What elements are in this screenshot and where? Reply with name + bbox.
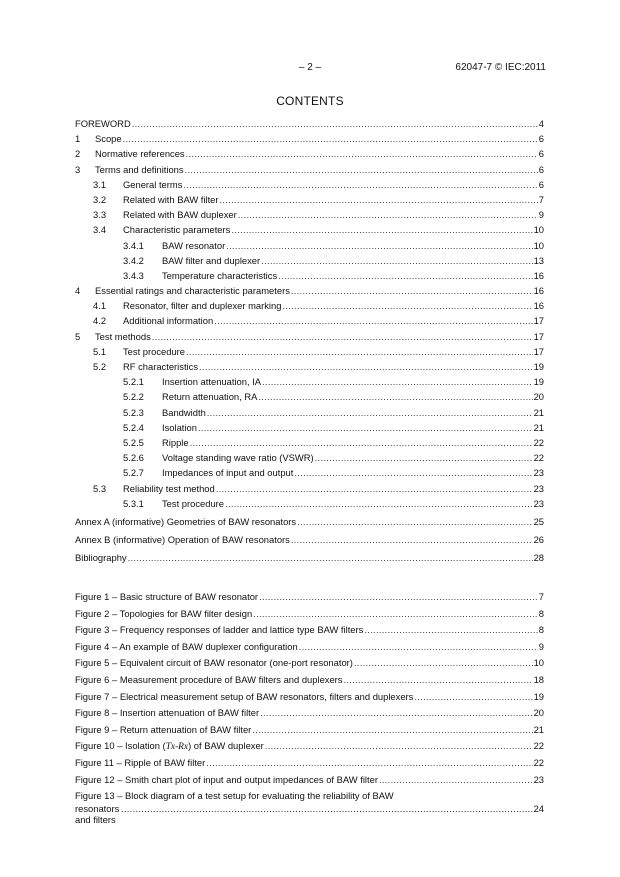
leader-dots [121, 803, 533, 814]
leader-dots [259, 591, 538, 602]
leader-dots [238, 209, 538, 220]
toc-entry-page: 10 [533, 239, 544, 251]
toc-entry[interactable] [75, 467, 544, 482]
toc-entry-number: 5.2.2 [123, 391, 144, 403]
toc-entry-number: 5.1 [93, 345, 107, 357]
leader-dots [214, 315, 532, 326]
toc-entry-number: 5.2.6 [123, 452, 144, 464]
toc-entry[interactable] [75, 437, 544, 452]
figure-entry[interactable] [75, 691, 544, 708]
toc-entry-page: 6 [538, 163, 544, 175]
figure-title: Figure 6 – Measurement procedure of BAW filters and duplexers [75, 673, 343, 685]
toc-entry-title: Terms and definitions [95, 163, 184, 175]
figure-entry[interactable] [75, 674, 544, 691]
leader-dots [299, 641, 538, 652]
toc-entry[interactable] [75, 346, 544, 361]
leader-dots [185, 164, 538, 175]
figure-title: Figure 12 – Smith chart plot of input and output impedances of BAW filter [75, 773, 378, 785]
figure-page: 10 [533, 657, 544, 669]
toc-entry-title: FOREWORD [75, 118, 131, 129]
toc-entry-number: 3.2 [93, 193, 107, 205]
toc-entry-page: 10 [533, 224, 544, 236]
toc-entry-title: Test procedure [162, 497, 225, 509]
toc-entry-page: 28 [533, 552, 544, 564]
toc-entry[interactable] [75, 224, 544, 239]
figure-title: Figure 5 – Equivalent circuit of BAW resonator (one-port resonator) [75, 657, 353, 669]
figure-title-line2-row [75, 803, 544, 825]
standard-reference: 62047-7 © IEC:2011 [455, 62, 546, 73]
figure-page: 21 [533, 723, 544, 735]
figure-title-part: Figure 10 – Isolation ( [75, 740, 166, 752]
toc-entry-page: 17 [533, 330, 544, 342]
toc-entry-page: 20 [533, 391, 544, 403]
toc-entry-page: 25 [533, 515, 544, 527]
toc-entry-page: 17 [533, 315, 544, 327]
toc-entry-page: 16 [533, 285, 544, 297]
toc-entry[interactable] [75, 300, 544, 315]
toc-entry-number: 3.4.1 [123, 239, 144, 251]
toc-entry-number: 2 [75, 148, 81, 160]
toc-entry-number: 5.3.1 [123, 497, 144, 509]
figure-page: 8 [538, 624, 544, 636]
contents-title: CONTENTS [276, 94, 344, 108]
toc-entry[interactable] [75, 164, 544, 179]
toc-entry-page: 9 [538, 209, 544, 221]
toc-entry-title: Scope [95, 133, 122, 145]
toc-entry-number: 3.3 [93, 209, 107, 221]
figure-page: 22 [533, 756, 544, 768]
leader-dots [216, 483, 533, 494]
toc-entry-title: Insertion attenuation, IA [162, 376, 262, 388]
toc-entry-page: 22 [533, 452, 544, 464]
toc-entry-title: Isolation [162, 421, 197, 433]
leader-dots [344, 674, 533, 685]
toc-entry-page: 26 [533, 534, 544, 546]
toc-entry[interactable] [75, 407, 544, 422]
toc-entry[interactable] [75, 498, 544, 513]
figure-entry[interactable] [75, 774, 544, 791]
toc-entry-page: 16 [533, 269, 544, 281]
leader-dots [379, 774, 533, 785]
toc-entry[interactable] [75, 516, 544, 531]
toc-entry-page: 6 [538, 178, 544, 190]
figure-title-line2: resonators and filters [75, 803, 120, 826]
list-of-figures [75, 591, 544, 826]
leader-dots [414, 691, 532, 702]
page-number: – 2 – [298, 62, 322, 73]
leader-dots [220, 194, 538, 205]
figure-page: 7 [538, 591, 544, 602]
toc-entry[interactable] [75, 209, 544, 224]
toc-entry-page: 6 [538, 148, 544, 160]
toc-entry-page: 6 [538, 133, 544, 145]
toc-entry-page: 7 [538, 193, 544, 205]
toc-entry-title: Voltage standing wave ratio (VSWR) [162, 452, 314, 464]
leader-dots [207, 407, 533, 418]
leader-dots [183, 179, 537, 190]
figure-page: 23 [533, 773, 544, 785]
toc-entry[interactable] [75, 331, 544, 346]
toc-entry-number: 5.2 [93, 361, 107, 372]
toc-entry-title: Test methods [95, 330, 151, 342]
toc-entry-page: 17 [533, 345, 544, 357]
toc-entry-number: 1 [75, 133, 81, 145]
toc-entry-page: 19 [533, 376, 544, 388]
toc-entry-number: 5.2.4 [123, 421, 144, 433]
toc-entry-page: 16 [533, 300, 544, 312]
toc-entry-title: Additional information [123, 315, 214, 327]
leader-dots [123, 133, 538, 144]
toc-entry[interactable] [75, 179, 544, 194]
toc-entry-number: 5.2.3 [123, 406, 144, 418]
figure-title: Figure 1 – Basic structure of BAW resonator [75, 591, 259, 602]
toc-entry-page: 13 [533, 254, 544, 266]
figure-page: 20 [533, 707, 544, 719]
toc-entry-title: BAW resonator [162, 239, 226, 251]
leader-dots [291, 534, 533, 545]
toc-entry-title: Annex A (informative) Geometries of BAW resonators [75, 515, 297, 527]
toc-entry-number: 3.4.3 [123, 269, 144, 281]
figure-page: 9 [538, 640, 544, 652]
toc-entry[interactable] [75, 376, 544, 391]
figure-page: 22 [533, 740, 544, 752]
toc-entry-title: Impedances of input and output [162, 467, 294, 479]
leader-dots [291, 285, 533, 296]
figure-entry[interactable] [75, 790, 544, 826]
figure-entry[interactable] [75, 624, 544, 641]
toc-entry-page: 4 [538, 118, 544, 129]
leader-dots [186, 346, 533, 357]
toc-entry[interactable] [75, 483, 544, 498]
figure-page: 19 [533, 690, 544, 702]
toc-entry-title: Resonator, filter and duplexer marking [123, 300, 282, 312]
toc-entry[interactable] [75, 148, 544, 163]
toc-entry[interactable] [75, 194, 544, 209]
toc-entry[interactable] [75, 240, 544, 255]
toc-entry-page: 22 [533, 436, 544, 448]
toc-entry[interactable] [75, 270, 544, 285]
toc-entry-number: 3.1 [93, 178, 107, 190]
leader-dots [132, 118, 538, 129]
figure-title: Figure 4 – An example of BAW duplexer configuration [75, 640, 298, 652]
figure-title-part: ) of BAW duplexer [188, 740, 264, 752]
toc-entry-number: 5 [75, 330, 81, 342]
figure-entry[interactable] [75, 641, 544, 658]
leader-dots [198, 422, 533, 433]
figure-page: 24 [533, 803, 544, 815]
toc-entry[interactable] [75, 118, 544, 133]
toc-entry-title: Characteristic parameters [123, 224, 231, 236]
toc-entry-number: 3.4 [93, 224, 107, 236]
leader-dots [258, 391, 532, 402]
leader-dots [190, 437, 533, 448]
figure-entry[interactable] [75, 657, 544, 674]
figure-title-italic: Tx-Rx [165, 742, 189, 753]
leader-dots [152, 331, 533, 342]
figure-title [75, 740, 264, 752]
figure-title: Figure 3 – Frequency responses of ladder and lattice type BAW filters [75, 624, 364, 636]
leader-dots [231, 224, 532, 235]
figure-entry[interactable] [75, 608, 544, 625]
leader-dots [206, 757, 532, 768]
figure-entry[interactable] [75, 591, 544, 608]
toc-entry-number: 4 [75, 285, 81, 297]
leader-dots [261, 255, 532, 266]
leader-dots [364, 624, 537, 635]
leader-dots [199, 361, 533, 372]
toc-entry[interactable] [75, 534, 544, 549]
toc-entry-title: Bandwidth [162, 406, 206, 418]
toc-entry[interactable] [75, 552, 544, 567]
leader-dots [128, 552, 533, 563]
toc-entry-title: BAW filter and duplexer [162, 254, 261, 266]
figure-entry[interactable] [75, 707, 544, 724]
toc-entry-number: 3.4.2 [123, 254, 144, 266]
leader-dots [225, 498, 533, 509]
toc-entry-title: Test procedure [123, 345, 186, 357]
toc-entry-title: Normative references [95, 148, 185, 160]
leader-dots [315, 452, 533, 463]
toc-entry-title: Reliability test method [123, 482, 215, 494]
leader-dots [260, 707, 532, 718]
toc-entry-title: Return attenuation, RA [162, 391, 258, 403]
figure-page: 18 [533, 673, 544, 685]
toc-entry-page: 21 [533, 406, 544, 418]
leader-dots [294, 467, 532, 478]
toc-entry-number: 5.2.5 [123, 436, 144, 448]
toc-entry[interactable] [75, 285, 544, 300]
toc-entry[interactable] [75, 422, 544, 437]
toc-entry-page: 23 [533, 482, 544, 494]
toc-entry-number: 4.2 [93, 315, 107, 327]
toc-entry[interactable] [75, 133, 544, 148]
toc-entry-title: Essential ratings and characteristic parameters [95, 285, 290, 297]
toc-entry-title: Annex B (informative) Operation of BAW resonators [75, 534, 290, 546]
figure-page: 8 [538, 607, 544, 619]
toc-entry-page: 23 [533, 497, 544, 509]
leader-dots [265, 740, 533, 751]
leader-dots [226, 240, 532, 251]
toc-entry-number: 3 [75, 163, 81, 175]
figure-title: Figure 11 – Ripple of BAW filter [75, 756, 206, 768]
leader-dots [253, 608, 538, 619]
figure-title-line1: Figure 13 – Block diagram of a test setup for evaluating the reliability of BAW [75, 790, 394, 802]
leader-dots [297, 516, 532, 527]
table-of-contents [75, 118, 544, 567]
toc-entry[interactable] [75, 452, 544, 467]
leader-dots [282, 300, 532, 311]
toc-entry[interactable] [75, 391, 544, 406]
toc-entry-title: Bibliography [75, 552, 127, 564]
toc-entry-title: Related with BAW duplexer [123, 209, 237, 221]
toc-entry-title: Ripple [162, 436, 189, 448]
toc-entry-title: Related with BAW filter [123, 193, 219, 205]
figure-entry[interactable] [75, 724, 544, 741]
toc-entry-page: 23 [533, 467, 544, 479]
figure-entry[interactable] [75, 740, 544, 757]
figure-title: Figure 9 – Return attenuation of BAW filter [75, 723, 252, 735]
leader-dots [252, 724, 532, 735]
figure-title: Figure 7 – Electrical measurement setup of BAW resonators, filters and duplexers [75, 690, 414, 702]
leader-dots [186, 148, 538, 159]
leader-dots [278, 270, 532, 281]
leader-dots [354, 657, 533, 668]
figure-title: Figure 2 – Topologies for BAW filter design [75, 607, 253, 619]
figure-entry[interactable] [75, 757, 544, 774]
figure-title: Figure 8 – Insertion attenuation of BAW filter [75, 707, 260, 719]
toc-entry-title: Temperature characteristics [162, 269, 278, 281]
toc-entry-title: General terms [123, 178, 183, 190]
toc-entry-number: 5.3 [93, 482, 107, 494]
toc-entry-page: 19 [533, 361, 544, 372]
toc-entry-page: 21 [533, 421, 544, 433]
toc-entry-title: RF characteristics [123, 361, 199, 372]
toc-entry[interactable] [75, 361, 544, 376]
toc-entry[interactable] [75, 315, 544, 330]
toc-entry[interactable] [75, 255, 544, 270]
toc-entry-number: 5.2.1 [123, 376, 144, 388]
toc-entry-number: 4.1 [93, 300, 107, 312]
leader-dots [262, 376, 533, 387]
toc-entry-number: 5.2.7 [123, 467, 144, 479]
